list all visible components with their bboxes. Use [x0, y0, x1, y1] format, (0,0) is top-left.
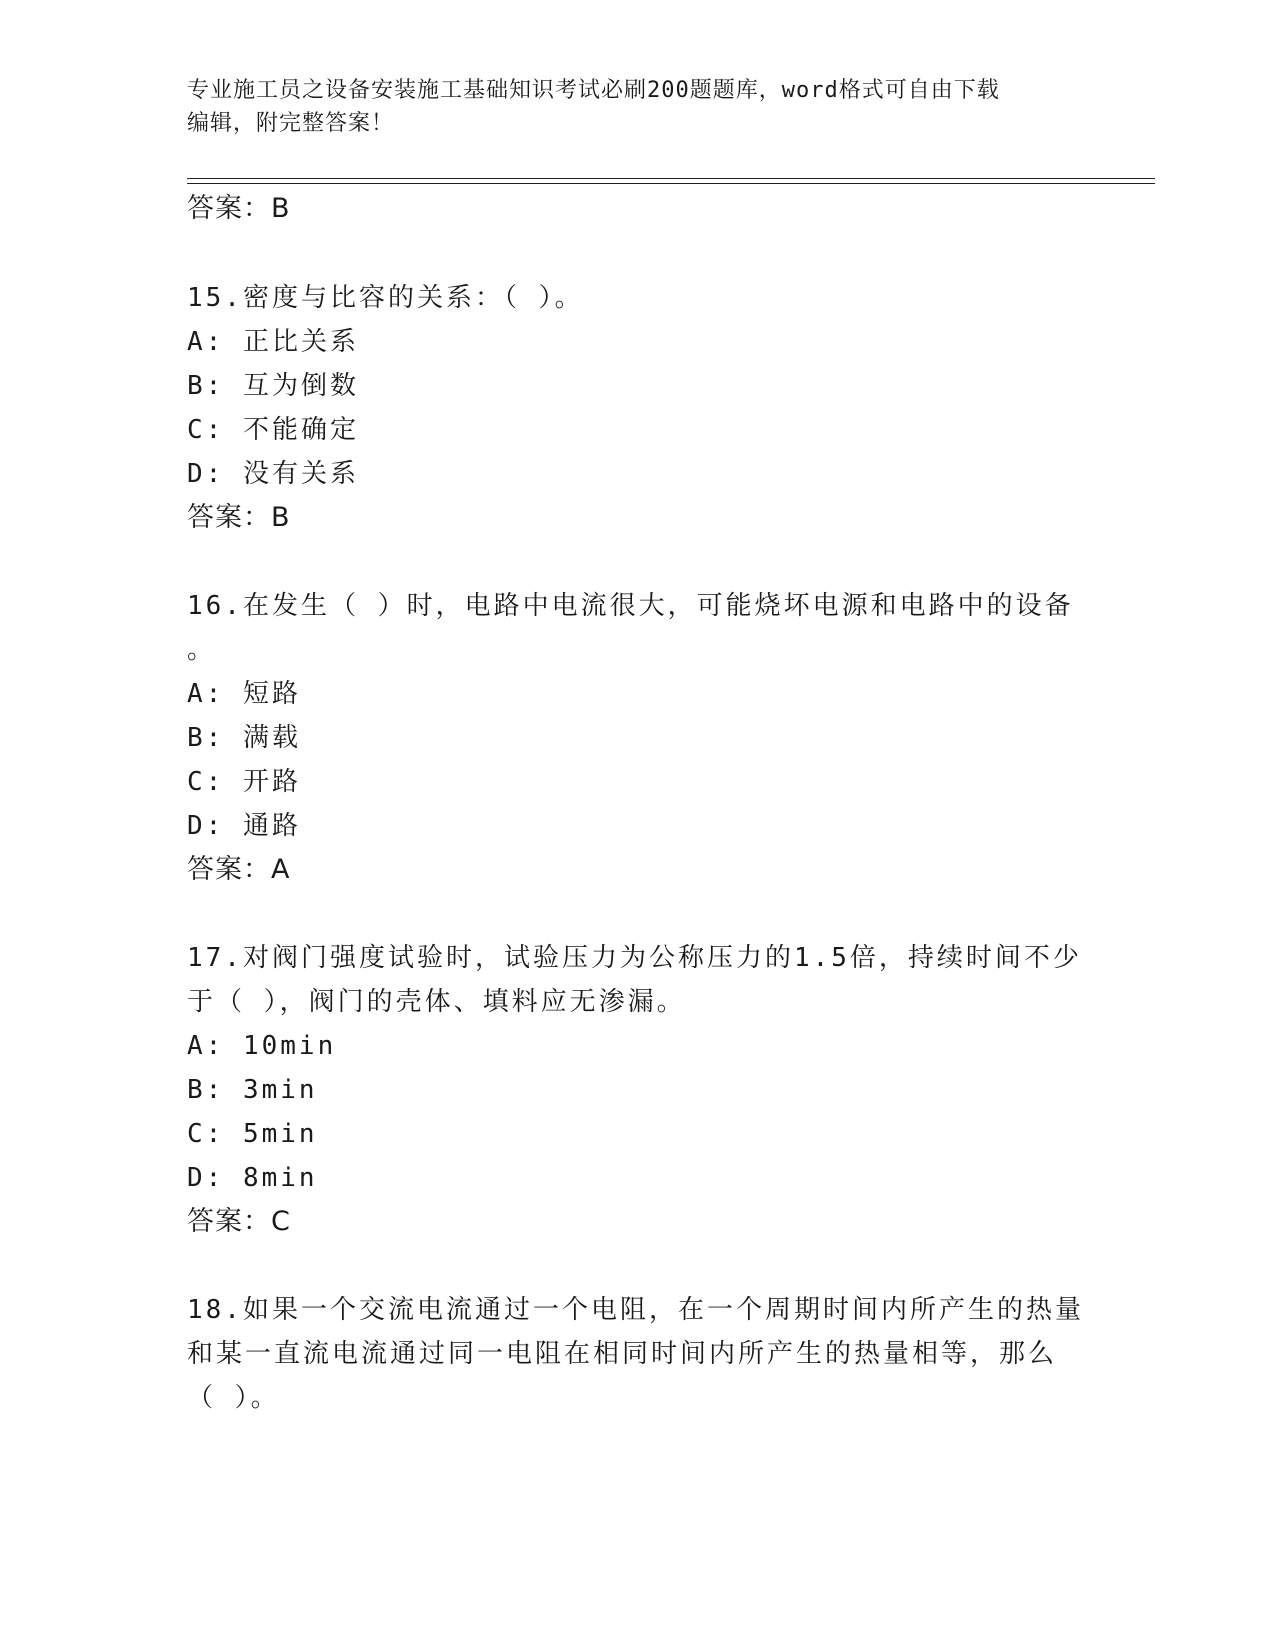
- header-divider-top: [187, 178, 1155, 179]
- header-line-1: 专业施工员之设备安装施工基础知识考试必刷200题题库，word格式可自由下载: [187, 78, 1000, 103]
- question-18-stem-line-3: （ ）。: [187, 1383, 280, 1413]
- question-15-option-c: C: 不能确定: [187, 415, 359, 445]
- question-17-option-c: C: 5min: [187, 1119, 318, 1149]
- previous-answer: 答案：B: [187, 193, 291, 224]
- question-15-option-b: B: 互为倒数: [187, 371, 359, 401]
- question-15-answer: 答案：B: [187, 502, 291, 533]
- question-16-option-a: A: 短路: [187, 679, 301, 709]
- question-17-stem-line-1: 17.对阀门强度试验时，试验压力为公称压力的1.5倍，持续时间不少: [187, 943, 1082, 973]
- header-divider-bottom: [187, 183, 1155, 184]
- question-15-stem: 15.密度与比容的关系：（ ）。: [187, 283, 584, 313]
- question-18-stem-line-2: 和某一直流电流通过同一电阻在相同时间内所产生的热量相等，那么: [187, 1339, 1058, 1369]
- question-16-option-b: B: 满载: [187, 723, 301, 753]
- question-15-option-a: A: 正比关系: [187, 327, 359, 357]
- question-16-stem-line-2: 。: [187, 635, 217, 665]
- question-17-option-d: D: 8min: [187, 1163, 318, 1193]
- question-17-option-b: B: 3min: [187, 1075, 318, 1105]
- question-17-option-a: A: 10min: [187, 1031, 337, 1061]
- question-18-stem-line-1: 18.如果一个交流电流通过一个电阻，在一个周期时间内所产生的热量: [187, 1295, 1084, 1325]
- question-16-answer: 答案：A: [187, 854, 291, 885]
- question-16-option-c: C: 开路: [187, 767, 301, 797]
- header-line-2: 编辑，附完整答案！: [187, 111, 395, 136]
- question-17-stem-line-2: 于（ ），阀门的壳体、填料应无渗漏。: [187, 987, 686, 1017]
- question-17-answer: 答案：C: [187, 1206, 291, 1237]
- document-header: [187, 74, 1087, 140]
- question-15-option-d: D: 没有关系: [187, 459, 359, 489]
- question-16-option-d: D: 通路: [187, 811, 301, 841]
- question-16-stem-line-1: 16.在发生（ ）时，电路中电流很大，可能烧坏电源和电路中的设备: [187, 591, 1074, 621]
